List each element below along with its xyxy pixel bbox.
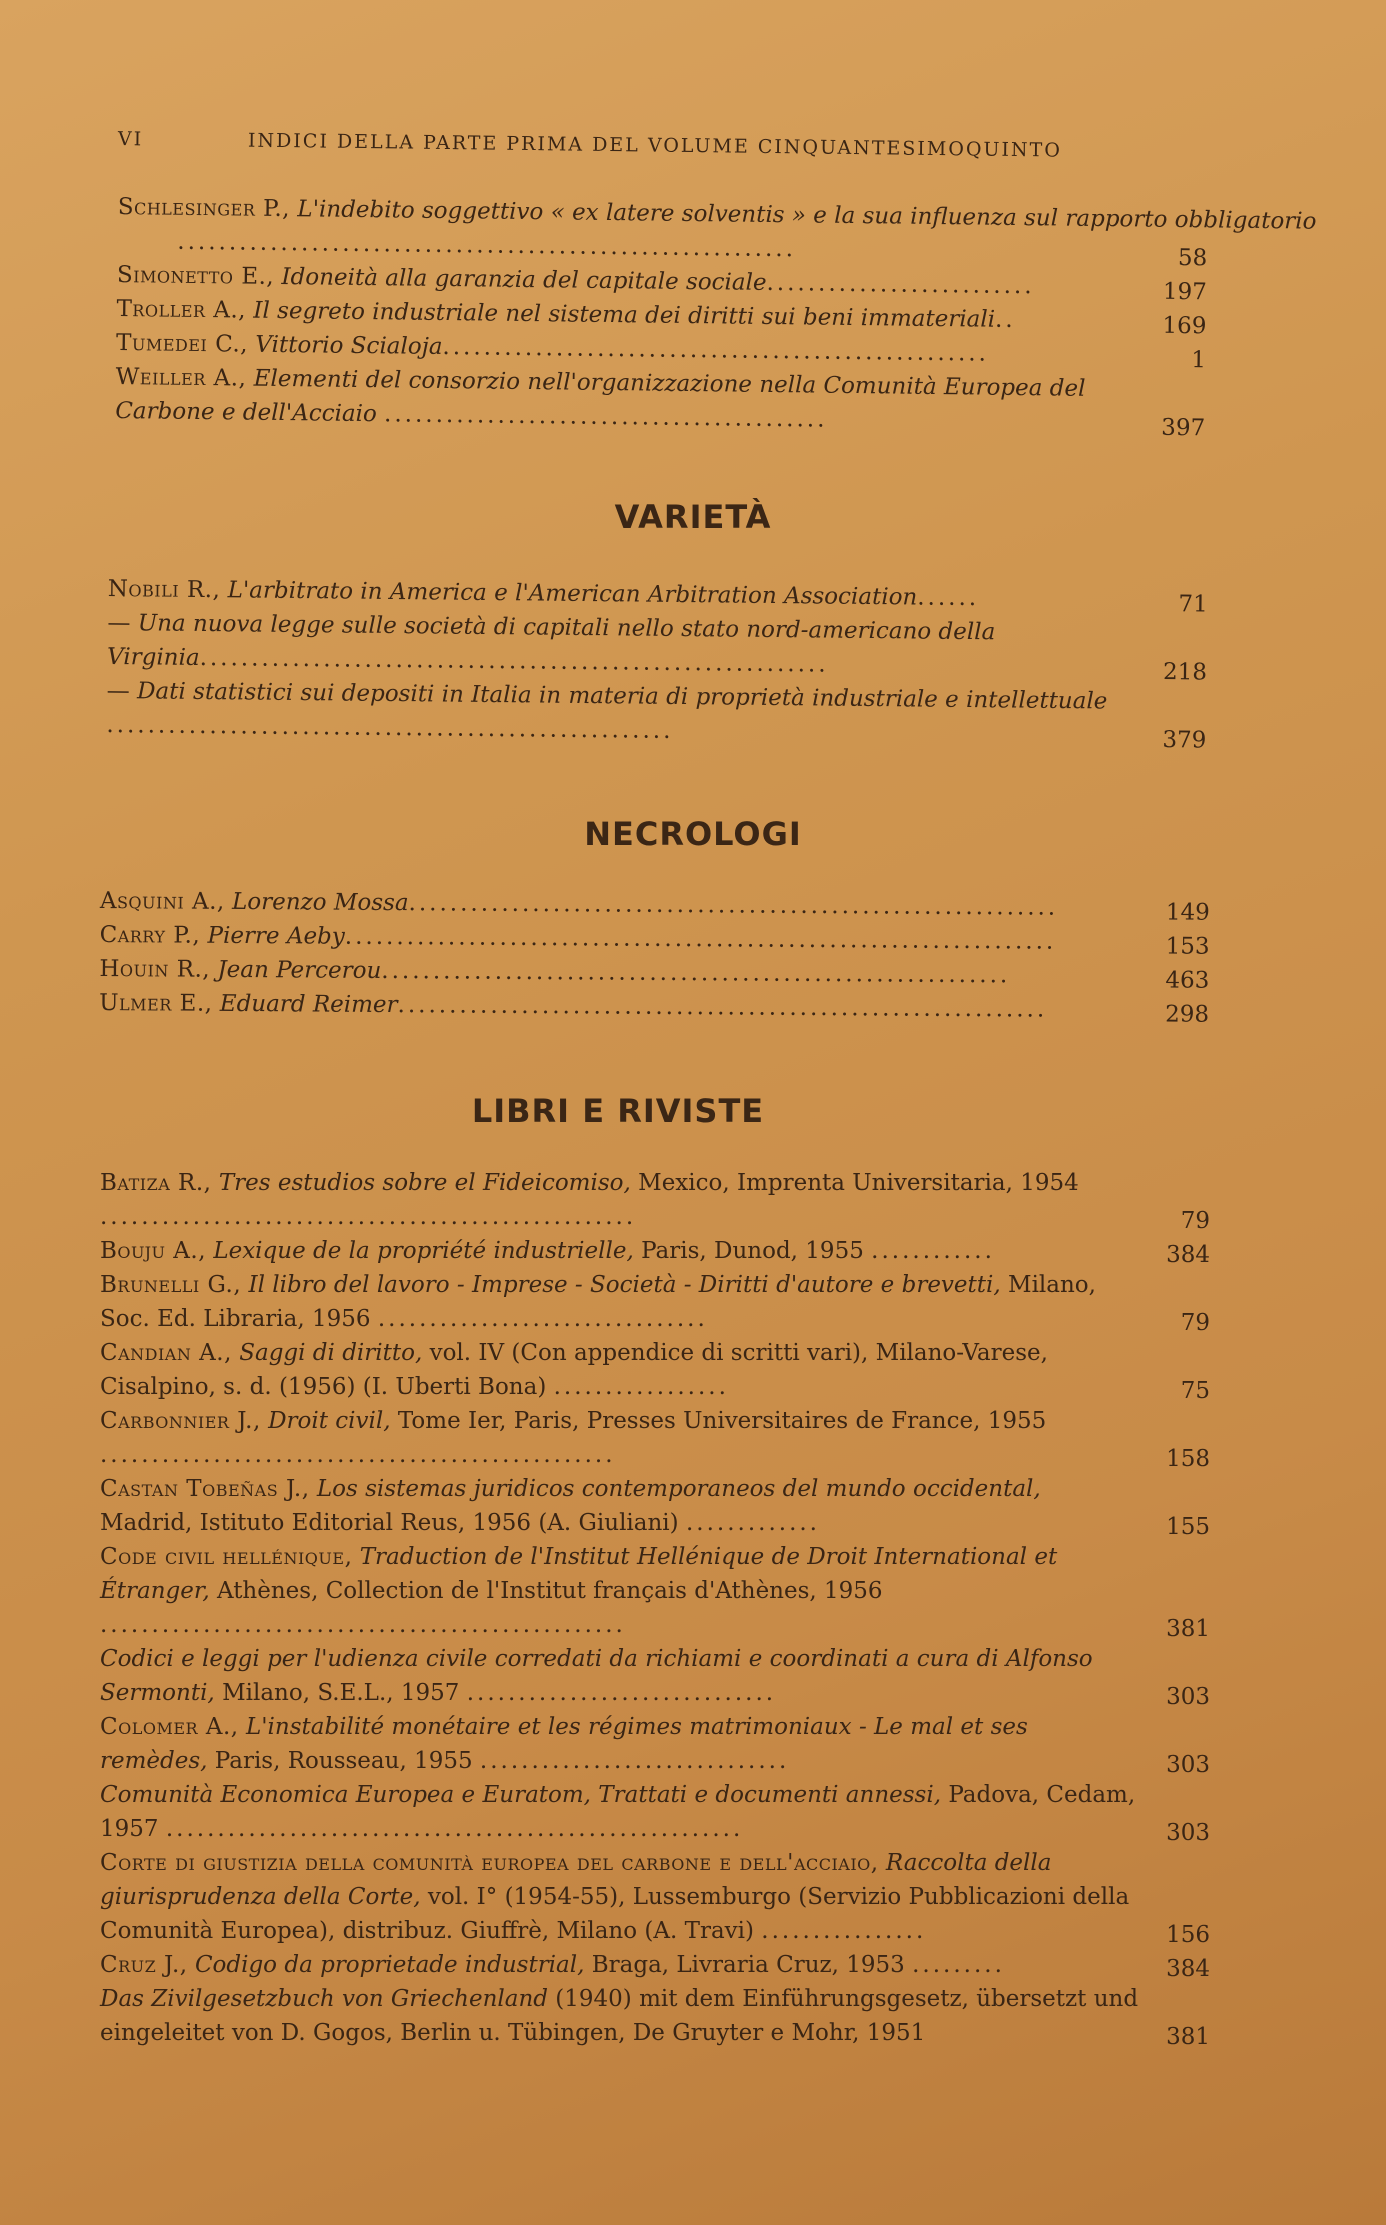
page-number: 153 (1165, 933, 1210, 960)
page-number: 303 (1166, 1684, 1210, 1710)
libri-entries (100, 1166, 1210, 2050)
list-item: Troller A., Il segreto industriale nel sistema dei diritti sui beni immateriali.. 169 (116, 292, 1206, 339)
page-number: 1 (1191, 347, 1207, 374)
page-number: 71 (1178, 591, 1208, 618)
list-item: Carry P., Pierre Aeby..................................................................... 153 (100, 918, 1210, 960)
page-number: 463 (1165, 967, 1210, 994)
list-item: Colomer A., L'instabilité monétaire et les régimes matrimoniaux - Le mal et ses remèdes, Paris, Rousseau, 1955 .............................. 303 (100, 1710, 1210, 1778)
page-number: 397 (1161, 414, 1206, 442)
list-item: Batiza R., Tres estudios sobre el Fideicomiso, Mexico, Imprenta Universitaria, 1954 .................................................... 79 (100, 1166, 1210, 1234)
list-item: Tumedei C., Vittorio Scialoja..................................................... 1 (116, 326, 1206, 373)
list-item: Ulmer E., Eduard Reimer............................................................... 298 (99, 986, 1209, 1028)
page-number: 218 (1162, 659, 1208, 686)
list-item: Bouju A., Lexique de la propriété industrielle, Paris, Dunod, 1955 ............ 384 (100, 1234, 1210, 1268)
list-item: — Una nuova legge sulle società di capitali nello stato nord-americano della Virginia............................................................. 218 (107, 606, 1208, 686)
list-item: Carbonnier J., Droit civil, Tome Ier, Paris, Presses Universitaires de France, 1955 .................................................. 158 (100, 1404, 1210, 1472)
list-item: Brunelli G., Il libro del lavoro - Imprese - Società - Diritti d'autore e brevetti, Milano, Soc. Ed. Libraria, 1956 ................................ 79 (100, 1268, 1210, 1336)
necrologi-entries (99, 884, 1210, 1028)
page-number: 149 (1165, 899, 1210, 926)
list-item: Code civil hellénique, Traduction de l'Institut Hellénique de Droit International et Étranger, Athènes, Collection de l'Institut français d'Athènes, 1956 ................................................... 381 (100, 1540, 1210, 1642)
list-item: Cruz J., Codigo da proprietade industrial, Braga, Livraria Cruz, 1953 ......... 384 (100, 1948, 1210, 1982)
page-number: 58 (1177, 244, 1208, 272)
page-number: 384 (1166, 1956, 1210, 1982)
varieta-entries (106, 572, 1208, 754)
list-item: Castan Tobeñas J., Los sistemas juridicos contemporaneos del mundo occidental, Madrid, Istituto Editorial Reus, 1956 (A. Giuliani) ............. 155 (100, 1472, 1210, 1540)
top-entries (115, 190, 1317, 442)
page-number: 79 (1180, 1208, 1210, 1234)
section-heading-necrologi: NECROLOGI (584, 815, 802, 853)
list-item: Codici e leggi per l'udienza civile corredati da richiami e coordinati a cura di Alfonso Sermonti, Milano, S.E.L., 1957 .............................. 303 (100, 1642, 1210, 1710)
page-number: 381 (1166, 1616, 1210, 1642)
section-heading-varieta: VARIETÀ (614, 498, 772, 536)
page-number: 79 (1180, 1310, 1210, 1336)
page-number: 298 (1165, 1001, 1210, 1028)
list-item: Houin R., Jean Percerou............................................................. 463 (99, 952, 1209, 994)
list-item: Candian A., Saggi di diritto, vol. IV (Con appendice di scritti vari), Milano-Varese, Cisalpino, s. d. (1956) (I. Uberti Bona) ................. 75 (100, 1336, 1210, 1404)
running-title: INDICI DELLA PARTE PRIMA DEL VOLUME CINQUANTESIMOQUINTO (247, 129, 1063, 162)
page-number: 381 (1166, 2024, 1210, 2050)
page-number: 303 (1166, 1752, 1210, 1778)
list-item: Comunità Economica Europea e Euratom, Trattati e documenti annessi, Padova, Cedam, 1957 ........................................................ 303 (100, 1778, 1210, 1846)
list-item: Asquini A., Lorenzo Mossa............................................................... 149 (100, 884, 1210, 926)
dot-leader: ............................................................ (177, 228, 797, 263)
list-item: Weiller A., Elementi del consorzio nell'organizzazione nella Comunità Europea del Carbone e dell'Acciaio ........................................... 397 (115, 360, 1206, 441)
list-item: Schlesinger P., L'indebito soggettivo « ex latere solventis » e la sua influenza sul rapporto obbligatorio ............................................................ 58 (117, 190, 1208, 271)
folio: VI (117, 128, 144, 151)
list-item: Das Zivilgesetzbuch von Griechenland (1940) mit dem Einführungsgesetz, übersetzt und eingeleitet von D. Gogos, Berlin u. Tübingen, De Gruyter e Mohr, 1951 381 (100, 1982, 1210, 2050)
page-number: 156 (1166, 1922, 1210, 1948)
page-number: 197 (1162, 278, 1207, 306)
list-item: Simonetto E., Idoneità alla garanzia del capitale sociale.......................... 197 (117, 258, 1207, 305)
page-number: 158 (1166, 1446, 1210, 1472)
page-number: 379 (1162, 727, 1207, 754)
list-item: Nobili R., L'arbitrato in America e l'American Arbitration Association...... 71 (108, 572, 1208, 618)
page-number: 75 (1180, 1378, 1210, 1404)
page-number: 303 (1166, 1820, 1210, 1846)
list-item: — Dati statistici sui depositi in Italia in materia di proprietà industriale e intellettuale ....................................................... 379 (106, 674, 1207, 754)
list-item: Corte di giustizia della comunità europea del carbone e dell'acciaio, Raccolta della giurisprudenza della Corte, vol. I° (1954-55), Lussemburgo (Servizio Pubblicazioni della Comunità Europea), distribuz. Giuffrè, Milano (A. Travi) ................ 156 (100, 1846, 1210, 1948)
running-head (118, 128, 1168, 163)
page-number: 384 (1166, 1242, 1210, 1268)
page-number: 169 (1162, 312, 1207, 340)
section-heading-libri: LIBRI E RIVISTE (471, 1092, 765, 1130)
page-number: 155 (1166, 1514, 1210, 1540)
